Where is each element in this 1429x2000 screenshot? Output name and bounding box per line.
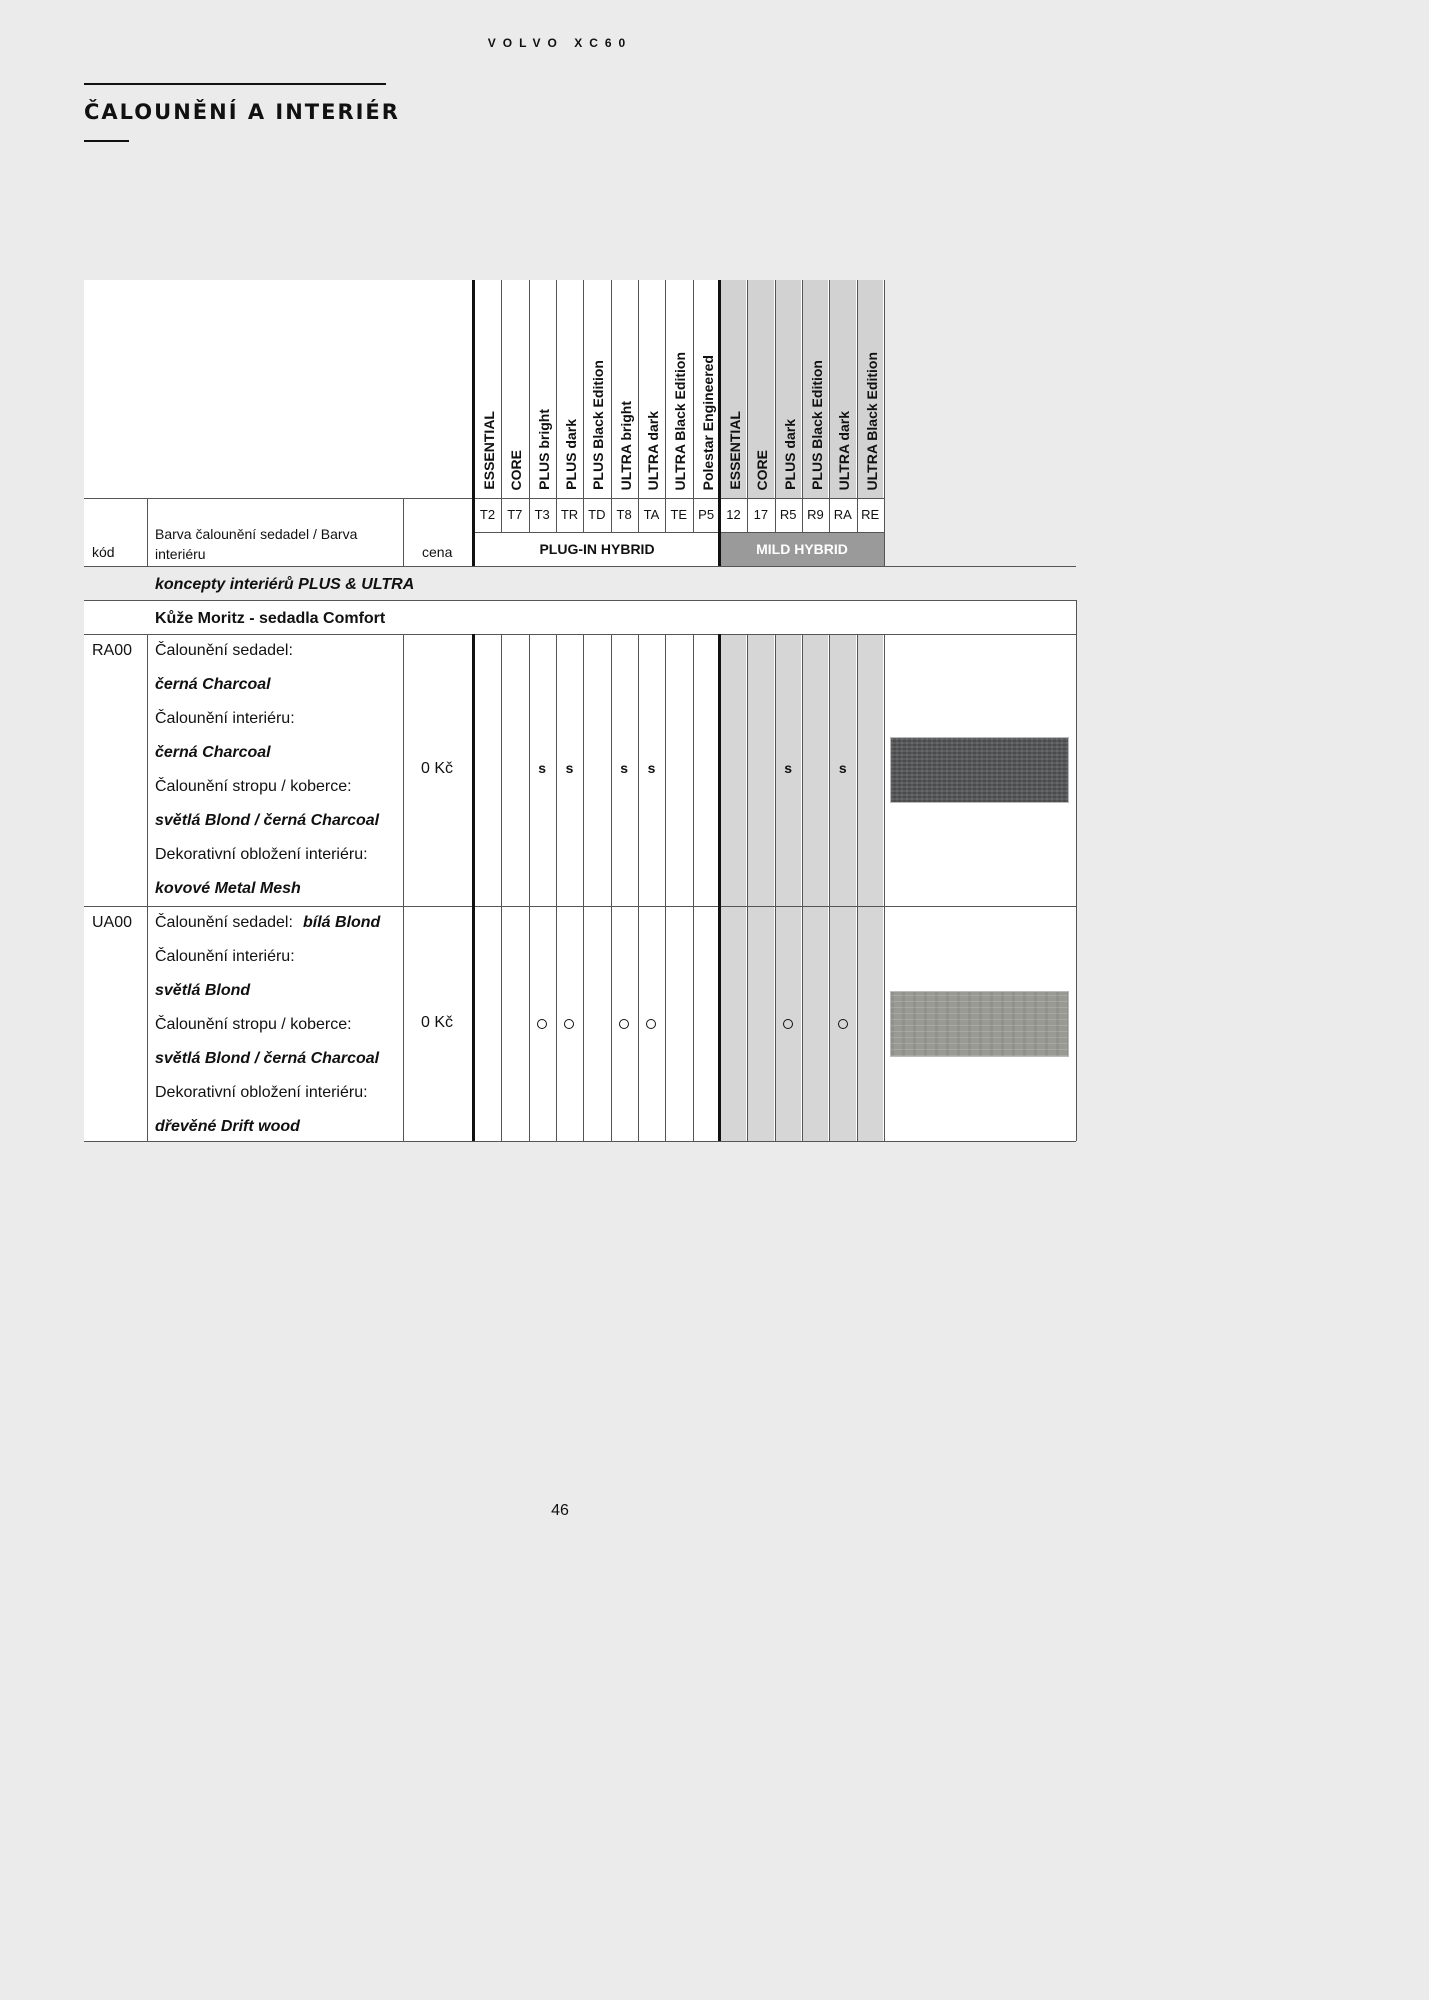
trim-header-plugin — [558, 288, 584, 490]
grid-hline — [84, 634, 1076, 635]
trim-header-plugin — [695, 288, 721, 490]
grid-vline — [665, 280, 666, 532]
upholstery-line: světlá Blond / černá Charcoal — [155, 812, 380, 829]
option-circle-icon — [646, 1019, 656, 1029]
grid-vline — [1076, 600, 1077, 1141]
trim-label: CORE — [754, 449, 771, 490]
mild-col-body-bg — [830, 634, 855, 1141]
trim-header-mild — [804, 288, 830, 490]
trim-code: T7 — [507, 507, 523, 522]
grid-vline — [747, 280, 748, 532]
trim-label: Polestar Engineered — [699, 354, 716, 490]
upholstery-line: kovové Metal Mesh — [155, 880, 301, 897]
trim-header-plugin — [531, 288, 557, 490]
trim-code: R5 — [779, 507, 797, 522]
upholstery-value: bílá Blond — [303, 914, 381, 931]
upholstery-line: černá Charcoal — [155, 676, 271, 693]
row-price: 0 Kč — [421, 760, 454, 777]
trim-label: ULTRA Black Edition — [863, 351, 880, 490]
title-rule-bottom — [84, 140, 129, 142]
thick-divider — [718, 634, 721, 1141]
grid-vline — [884, 280, 885, 532]
grid-vline — [583, 634, 584, 1141]
mild-col-body-bg — [803, 634, 828, 1141]
standard-mark: s — [620, 760, 629, 776]
col-header-kod: kód — [92, 544, 115, 560]
section-leather: Kůže Moritz - sedadla Comfort — [155, 610, 386, 627]
trim-code: TA — [643, 507, 660, 522]
grid-vline — [403, 634, 404, 1141]
trim-code: R9 — [807, 507, 824, 522]
page-title: ČALOUNĚNÍ A INTERIÉR — [84, 100, 400, 124]
trim-label: ULTRA dark — [836, 410, 853, 490]
material-swatch — [890, 991, 1069, 1057]
grid-vline — [775, 280, 776, 532]
upholstery-line: Dekorativní obložení interiéru: — [155, 846, 368, 863]
row-code: UA00 — [92, 914, 133, 931]
grid-vline — [611, 280, 612, 532]
grid-vline — [611, 634, 612, 1141]
standard-mark: s — [784, 760, 793, 776]
grid-vline — [501, 280, 502, 532]
page-number: 46 — [551, 1502, 569, 1519]
trim-code: 12 — [726, 507, 741, 522]
grid-vline — [501, 634, 502, 1141]
trim-code: P5 — [698, 507, 715, 522]
header-blank — [84, 280, 474, 498]
upholstery-line: světlá Blond / černá Charcoal — [155, 1050, 380, 1067]
upholstery-line: Čalounění interiéru: — [155, 948, 295, 965]
grid-vline — [829, 280, 830, 532]
trim-header-mild — [777, 288, 803, 490]
trim-header-mild — [859, 288, 885, 490]
grid-vline — [693, 634, 694, 1141]
grid-vline — [638, 634, 639, 1141]
grid-vline — [403, 498, 404, 566]
option-circle-icon — [838, 1019, 848, 1029]
title-rule-top — [84, 83, 386, 85]
grid-hline — [84, 906, 1076, 907]
grid-hline — [474, 532, 884, 533]
trim-code: T2 — [479, 507, 496, 522]
trim-code: TR — [560, 507, 579, 522]
grid-vline — [829, 634, 830, 1141]
grid-hline — [84, 1141, 1076, 1142]
trim-label: PLUS dark — [781, 419, 798, 490]
grid-vline — [747, 634, 748, 1141]
trim-label: CORE — [508, 449, 525, 490]
upholstery-line: dřevěné Drift wood — [155, 1118, 300, 1135]
standard-mark: s — [538, 760, 547, 776]
grid-vline — [638, 280, 639, 532]
grid-hline — [84, 566, 1076, 567]
thick-divider — [718, 280, 721, 566]
mild-col-body-bg — [748, 634, 773, 1141]
upholstery-line: Dekorativní obložení interiéru: — [155, 1084, 368, 1101]
row-price: 0 Kč — [421, 1013, 454, 1031]
trim-header-plugin — [640, 288, 666, 490]
grid-vline — [775, 634, 776, 1141]
standard-mark: s — [565, 760, 574, 776]
trim-code: TD — [588, 507, 606, 522]
trim-header-plugin — [476, 288, 502, 490]
upholstery-line: Čalounění stropu / koberce: — [155, 778, 352, 795]
trim-label: PLUS Black Edition — [590, 360, 607, 490]
trim-label: ULTRA Black Edition — [672, 351, 689, 490]
group-mild-hybrid: MILD HYBRID — [720, 532, 884, 566]
grid-hline — [84, 600, 1076, 601]
section-concepts: koncepty interiérů PLUS & ULTRA — [155, 576, 415, 593]
row-code: RA00 — [92, 642, 133, 659]
trim-header-plugin — [667, 288, 693, 490]
grid-vline — [802, 634, 803, 1141]
trim-code: RE — [861, 507, 880, 522]
trim-code: T3 — [534, 507, 550, 522]
thick-divider — [472, 280, 475, 566]
option-circle-icon — [619, 1019, 629, 1029]
trim-header-mild — [722, 288, 748, 490]
grid-vline — [665, 634, 666, 1141]
upholstery-line: Čalounění stropu / koberce: — [155, 1016, 352, 1033]
option-circle-icon — [537, 1019, 547, 1029]
grid-vline — [147, 498, 148, 566]
col-header-cena: cena — [422, 544, 453, 560]
trim-label: ESSENTIAL — [727, 411, 743, 490]
grid-vline — [556, 634, 557, 1141]
grid-vline — [529, 634, 530, 1141]
grid-vline — [693, 280, 694, 532]
trim-header-plugin — [613, 288, 639, 490]
group-plugin-hybrid: PLUG-IN HYBRID — [474, 532, 720, 566]
grid-vline — [529, 280, 530, 532]
standard-mark: s — [647, 760, 656, 776]
upholstery-line: černá Charcoal — [155, 744, 271, 761]
mild-col-body-bg — [858, 634, 883, 1141]
upholstery-line: Čalounění interiéru: — [155, 710, 295, 727]
trim-label: PLUS bright — [535, 409, 552, 490]
grid-vline — [884, 532, 885, 566]
trim-label: PLUS dark — [562, 419, 579, 490]
mild-col-body-bg — [776, 634, 801, 1141]
grid-vline — [857, 634, 858, 1141]
thick-divider — [472, 634, 475, 1141]
grid-vline — [884, 634, 885, 1141]
trim-header-mild — [749, 288, 775, 490]
trim-header-plugin — [585, 288, 611, 490]
trim-label: PLUS Black Edition — [808, 360, 825, 490]
mild-col-body-bg — [721, 634, 746, 1141]
upholstery-line: světlá Blond — [155, 982, 251, 999]
material-swatch — [890, 737, 1069, 803]
trim-code: RA — [833, 507, 852, 522]
upholstery-line: Čalounění sedadel: — [155, 914, 293, 931]
standard-mark: s — [838, 760, 847, 776]
grid-hline — [84, 498, 884, 499]
trim-label: ULTRA dark — [644, 410, 661, 490]
option-circle-icon — [564, 1019, 574, 1029]
option-circle-icon — [783, 1019, 793, 1029]
col-header-barva: Barva čalounění sedadel / Barva interiéru — [155, 526, 358, 562]
grid-vline — [556, 280, 557, 532]
brand-header: VOLVO XC60 — [487, 36, 633, 50]
grid-vline — [583, 280, 584, 532]
trim-header-mild — [831, 288, 857, 490]
trim-code: T8 — [616, 507, 632, 522]
trim-label: ULTRA bright — [617, 400, 634, 490]
grid-vline — [802, 280, 803, 532]
upholstery-line: Čalounění sedadel: — [155, 642, 293, 659]
grid-vline — [857, 280, 858, 532]
trim-code: 17 — [753, 507, 769, 522]
trim-code: TE — [670, 507, 688, 522]
grid-vline — [147, 634, 148, 1141]
trim-header-plugin — [503, 288, 529, 490]
trim-label: ESSENTIAL — [481, 411, 497, 490]
